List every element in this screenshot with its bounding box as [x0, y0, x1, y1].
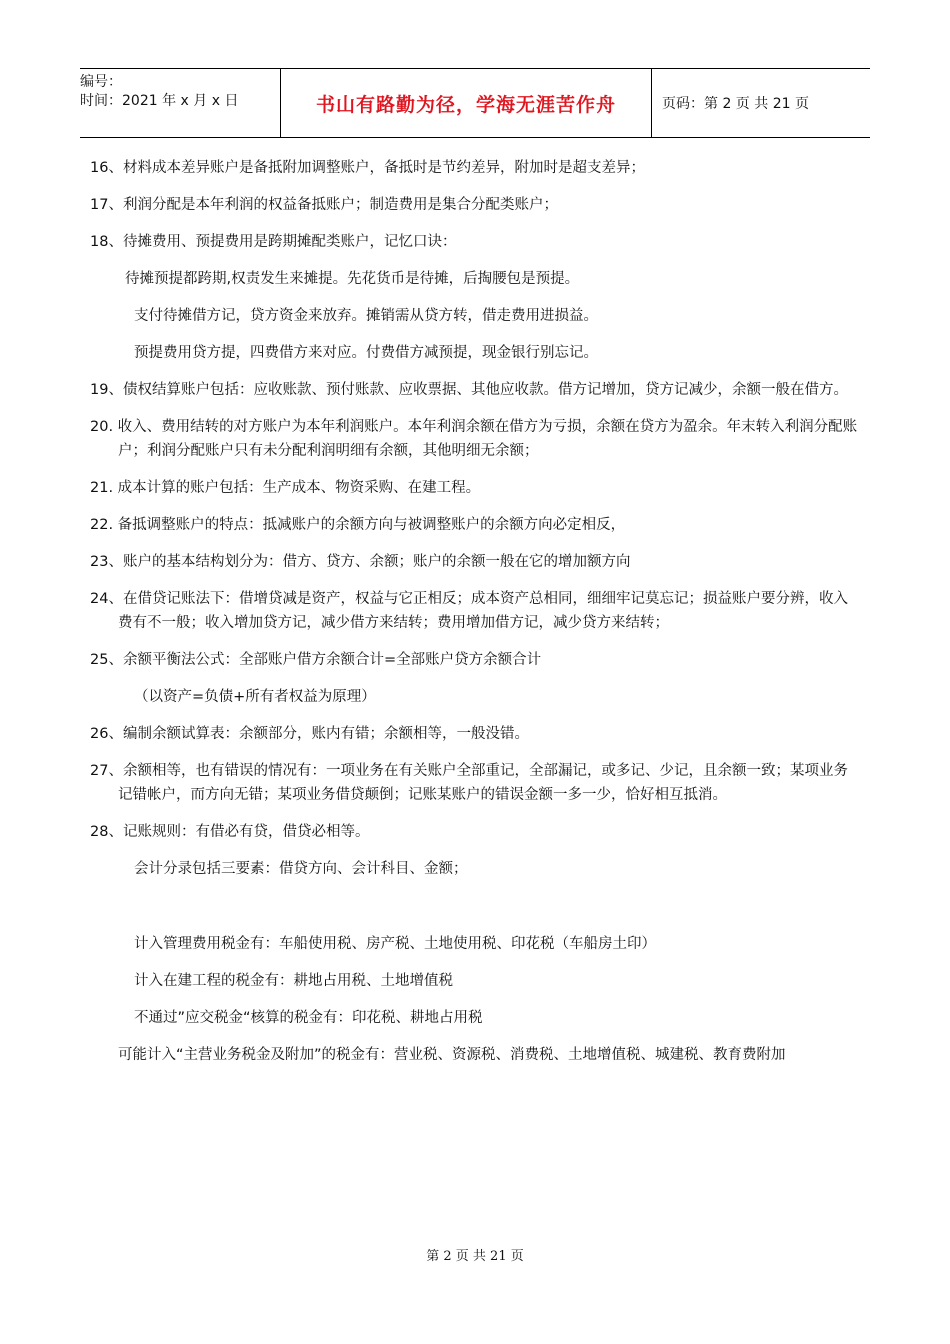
spacer	[90, 894, 860, 932]
header-meta	[80, 69, 280, 137]
page-footer: 第 2 页 共 21 页	[426, 1249, 524, 1264]
tax-management-expense: 计入管理费用税金有：车船使用税、房产税、土地使用税、印花税（车船房土印）	[134, 936, 656, 952]
document-date: 时间：2021 年 x 月 x 日	[80, 93, 239, 109]
header-page-number: 页码：第 2 页 共 21 页	[662, 96, 809, 112]
tax-construction: 计入在建工程的税金有：耕地占用税、土地增值税	[134, 973, 453, 989]
item-24: 24、在借贷记账法下：借增贷减是资产，权益与它正相反；成本资产总相同，细细牢记莫忘记；损益账户要分辨，收入费有不一般；收入增加贷方记，减少借方来结转；费用增加借方记，减少贷方来结转；	[90, 591, 848, 631]
item-21: 21. 成本计算的账户包括：生产成本、物资采购、在建工程。	[90, 480, 481, 496]
document-body	[90, 156, 860, 1080]
tax-not-via-payable: 不通过”应交税金“核算的税金有：印花税、耕地占用税	[134, 1010, 483, 1026]
item-23: 23、账户的基本结构划分为：借方、贷方、余额；账户的余额一般在它的增加额方向	[90, 554, 631, 570]
item-25: 25、余额平衡法公式：全部账户借方余额合计=全部账户贷方余额合计	[90, 652, 542, 668]
item-20: 20. 收入、费用结转的对方账户为本年利润账户。本年利润余额在借方为亏损，余额在贷方为盈余。年末转入利润分配账户；利润分配账户只有未分配利润明细有余额，其他明细无余额；	[90, 419, 858, 459]
mnemonic-line-2: 支付待摊借方记，贷方资金来放弃。摊销需从贷方转，借走费用进损益。	[134, 308, 598, 324]
item-22: 22. 备抵调整账户的特点：抵减账户的余额方向与被调整账户的余额方向必定相反，	[90, 517, 626, 533]
item-16: 16、材料成本差异账户是备抵附加调整账户，备抵时是节约差异，附加时是超支差异；	[90, 160, 645, 176]
document-number: 编号：	[80, 74, 122, 90]
item-26: 26、编制余额试算表：余额部分，账内有错；余额相等，一般没错。	[90, 726, 529, 742]
item-25-note: （以资产=负债+所有者权益为原理）	[134, 689, 376, 705]
tax-main-business: 可能计入“主营业务税金及附加”的税金有：营业税、资源税、消费税、土地增值税、城建税、教育费附加	[118, 1047, 786, 1063]
mnemonic-line-1: 待摊预提都跨期,权责发生来摊提。先花货币是待摊，后掏腰包是预提。	[125, 271, 580, 287]
mnemonic-line-3: 预提费用贷方提，四费借方来对应。付费借方减预提，现金银行别忘记。	[134, 345, 598, 361]
item-18: 18、待摊费用、预提费用是跨期摊配类账户，记忆口诀：	[90, 234, 457, 250]
item-17: 17、利润分配是本年利润的权益备抵账户；制造费用是集合分配类账户；	[90, 197, 558, 213]
page-header	[80, 68, 870, 138]
header-motto: 书山有路勤为径，学海无涯苦作舟	[280, 69, 652, 137]
item-19: 19、债权结算账户包括：应收账款、预付账款、应收票据、其他应收款。借方记增加，贷方记减少，余额一般在借方。	[90, 382, 848, 398]
item-28-note: 会计分录包括三要素：借贷方向、会计科目、金额；	[134, 861, 468, 877]
item-28: 28、记账规则：有借必有贷，借贷必相等。	[90, 824, 370, 840]
item-27: 27、余额相等，也有错误的情况有：一项业务在有关账户全部重记，全部漏记，或多记、少记，且余额一致；某项业务记错帐户，而方向无错；某项业务借贷颠倒；记账某账户的错误金额一多一少，恰好相互抵消。	[90, 763, 848, 803]
